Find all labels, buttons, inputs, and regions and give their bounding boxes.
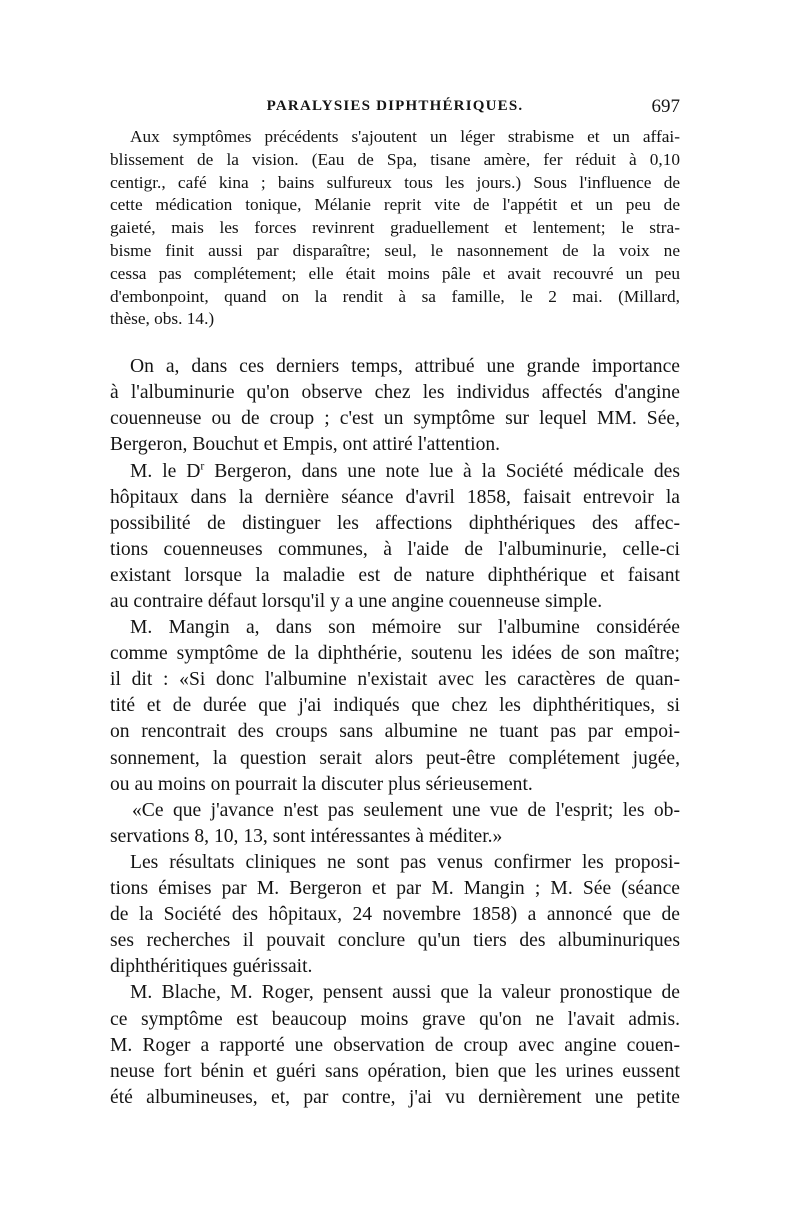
page-number: 697 <box>651 96 680 117</box>
running-title: PARALYSIES DIPHTHÉRIQUES. <box>266 98 524 114</box>
text-line: hôpitaux dans la dernière séance d'avril 1858, faisait entrevoir la <box>110 486 680 508</box>
text-line: bisme finit aussi par disparaître; seul, le nasonnement de la voix ne <box>110 240 680 260</box>
text-line: M. Blache, M. Roger, pensent aussi que la valeur pronostique de <box>130 982 680 1004</box>
text-line: On a, dans ces derniers temps, attribué une grande importance <box>130 356 680 378</box>
case-note-paragraph <box>110 126 680 331</box>
text-line: servations 8, 10, 13, sont intéressantes à méditer.» <box>110 825 503 847</box>
text-fragment: M. le D <box>130 460 201 482</box>
text-line: à l'albuminurie qu'on observe chez les individus affectés d'angine <box>110 382 680 404</box>
text-line: centigr., café kina ; bains sulfureux tous les jours.) Sous l'influence de <box>110 172 680 192</box>
text-line: ses recherches il pouvait conclure qu'un tiers des albuminuriques <box>110 930 680 952</box>
text-line: sonnement, la question serait alors peut-être complétement jugée, <box>110 747 680 769</box>
text-line: on rencontrait des croups sans albumine ne tuant pas par empoi- <box>110 721 680 743</box>
text-line: cessa pas complétement; elle était moins pâle et avait recouvré un peu <box>110 263 680 283</box>
text-line: au contraire défaut lorsqu'il y a une angine couenneuse simple. <box>110 591 603 613</box>
text-line: été albumineuses, et, par contre, j'ai vu dernièrement une petite <box>110 1086 680 1108</box>
text-line: existant lorsque la maladie est de nature diphthérique et faisant <box>110 564 680 586</box>
text-line: Aux symptômes précédents s'ajoutent un léger strabisme et un affai- <box>130 127 680 146</box>
text-line: possibilité de distinguer les affections diphthériques des affec- <box>110 512 680 534</box>
text-line: M. Roger a rapporté une observation de croup avec angine couen- <box>110 1034 680 1056</box>
page-header <box>110 96 680 122</box>
text-line: comme symptôme de la diphthérie, soutenu les idées de son maître; <box>110 643 680 665</box>
text-line: blissement de la vision. (Eau de Spa, tisane amère, fer réduit à 0,10 <box>110 149 680 169</box>
text-line: d'embonpoint, quand on la rendit à sa famille, le 2 mai. (Millard, <box>110 286 680 306</box>
text-fragment: Bergeron, dans une note lue à la Société médicale des <box>204 460 680 482</box>
text-line: Bergeron, Bouchut et Empis, ont attiré l'attention. <box>110 434 501 456</box>
text-line <box>110 459 680 485</box>
book-page <box>110 96 680 1111</box>
text-line: il dit : «Si donc l'albumine n'existait avec les caractères de quan- <box>110 669 680 691</box>
text-line: «Ce que j'avance n'est pas seulement une vue de l'esprit; les ob- <box>132 799 680 821</box>
text-line: tité et de durée que j'ai indiqués que chez les diphthéritiques, si <box>110 695 680 717</box>
text-line: M. Mangin a, dans son mémoire sur l'albumine considérée <box>130 617 680 639</box>
text-line: de la Société des hôpitaux, 24 novembre 1858) a annoncé que de <box>110 904 680 926</box>
text-line: thèse, obs. 14.) <box>110 309 215 329</box>
text-line: couenneuse ou de croup ; c'est un symptôme sur lequel MM. Sée, <box>110 408 680 430</box>
text-line: ou au moins on pourrait la discuter plus sérieusement. <box>110 773 533 795</box>
text-line: cette médication tonique, Mélanie reprit vite de l'appétit et un peu de <box>110 195 680 215</box>
text-line: gaieté, mais les forces revinrent graduellement et lentement; le stra- <box>110 218 680 238</box>
text-line: ce symptôme est beaucoup moins grave qu'on ne l'avait admis. <box>110 1008 680 1030</box>
main-text <box>110 354 680 1111</box>
text-line: neuse fort bénin et guéri sans opération, bien que les urines eussent <box>110 1060 680 1082</box>
text-line: Les résultats cliniques ne sont pas venus confirmer les proposi- <box>130 851 680 873</box>
text-line: tions émises par M. Bergeron et par M. Mangin ; M. Sée (séance <box>110 878 680 900</box>
text-line: tions couenneuses communes, à l'aide de l'albuminurie, celle-ci <box>110 538 680 560</box>
text-line: diphthéritiques guérissait. <box>110 956 313 978</box>
superscript: r <box>200 459 205 473</box>
